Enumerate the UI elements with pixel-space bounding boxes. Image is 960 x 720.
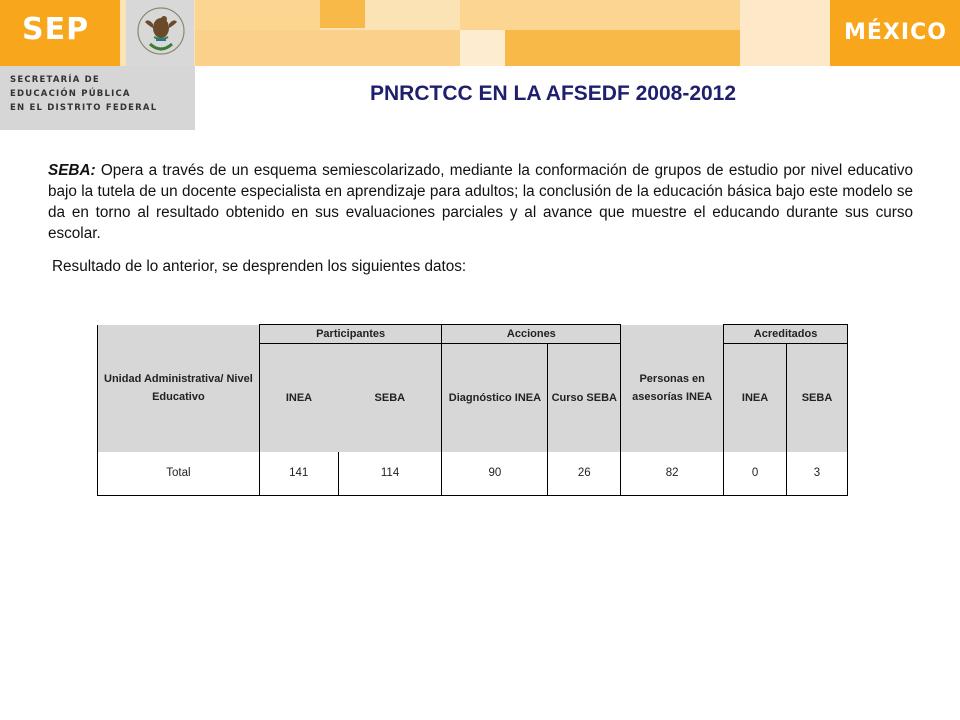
cell-curso: 26: [548, 452, 621, 496]
cell-acred-inea: 0: [724, 452, 787, 496]
banner-block: [505, 30, 740, 66]
banner-block: [320, 0, 365, 28]
cell-personas: 82: [621, 452, 724, 496]
cell-diagnostico: 90: [442, 452, 548, 496]
department-line-1: SECRETARÍA DE: [10, 75, 100, 85]
banner-block: [460, 30, 505, 66]
header-part-seba: SEBA: [338, 344, 442, 452]
cell-acred-seba: 3: [787, 452, 848, 496]
page-title: PNRCTCC EN LA AFSEDF 2008-2012: [370, 82, 737, 105]
result-line: Resultado de lo anterior, se desprenden los siguientes datos:: [52, 258, 467, 275]
seba-label: SEBA:: [48, 162, 96, 179]
row-label: Total: [98, 452, 260, 496]
header-acreditados: Acreditados: [724, 325, 848, 344]
results-table: [97, 324, 848, 496]
header-curso: Curso SEBA: [548, 344, 621, 452]
department-line-2: EDUCACIÓN PÚBLICA: [10, 89, 131, 99]
header-personas: Personas en asesorías INEA: [621, 325, 724, 452]
header-acciones: Acciones: [442, 325, 621, 344]
national-seal-icon: [136, 4, 186, 60]
header-acred-inea: INEA: [724, 344, 787, 452]
banner-block: [740, 0, 830, 66]
sep-logo: SEP: [22, 12, 90, 47]
banner-block: [195, 0, 320, 30]
table-row: [98, 452, 848, 496]
header-acred-seba: SEBA: [787, 344, 848, 452]
cell-part-inea: 141: [259, 452, 338, 496]
mexico-logo: MÉXICO: [844, 20, 947, 45]
banner-block: [460, 0, 740, 30]
header-participantes: Participantes: [259, 325, 442, 344]
seba-description: [48, 160, 913, 244]
seba-description-text: Opera a través de un esquema semiescolarizado, mediante la conformación de grupos de estudio por nivel educativo bajo la tutela de un docente especialista en aprendizaje para adultos; la conclusión de la educación básica bajo este modelo se da en torno al resultado obtenido en sus evaluaciones parciales y al avance que muestre el educando durante sus curso escolar.: [48, 162, 913, 242]
cell-part-seba: 114: [338, 452, 442, 496]
department-line-3: EN EL DISTRITO FEDERAL: [10, 103, 158, 113]
header-part-inea: INEA: [259, 344, 338, 452]
header-diagnostico: Diagnóstico INEA: [442, 344, 548, 452]
header-unit: Unidad Administrativa/ Nivel Educativo: [98, 325, 260, 452]
banner-block: [195, 30, 460, 66]
